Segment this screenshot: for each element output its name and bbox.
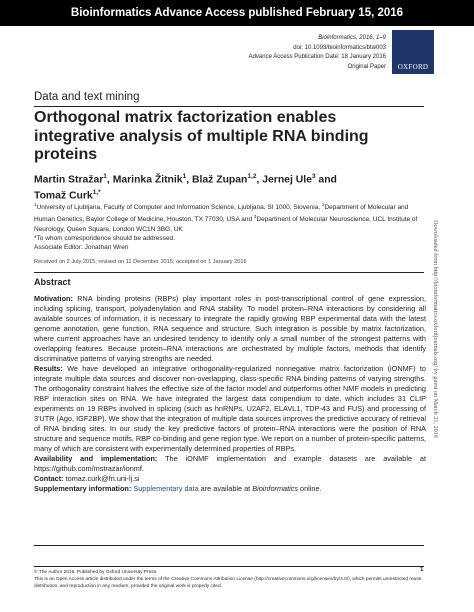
motivation-label: Motivation: [34, 294, 73, 303]
affiliation-mark: 2 [321, 202, 325, 207]
author-name: Martin Stražar [34, 174, 104, 186]
supplementary-end-text: online. [298, 484, 322, 493]
oxford-logo-text: OXFORD [397, 63, 429, 71]
author-list [34, 170, 414, 203]
journal-banner: Bioinformatics Advance Access published February 15, 2016 [0, 0, 474, 26]
correspondence-block [34, 234, 414, 253]
author-name: Tomaž Curk [34, 190, 93, 202]
author-separator: , [186, 174, 192, 186]
affiliation-text: Department of Molecular Neuroscience, UCL Institute of Neurology, Queen Square, London WC1N 3BG, UK [34, 216, 418, 233]
divider [34, 106, 424, 107]
article-title: Orthogonal matrix factorization enables integrative analysis of multiple RNA binding proteins [34, 109, 369, 163]
affiliation-mark: 1 [34, 202, 37, 207]
affiliation-text: University of Ljubljana, Faculty of Computer and Information Science, Ljubljana, SI 1000, Slovenia, [36, 204, 322, 212]
author-affiliation-mark: 1 [182, 173, 187, 180]
license-text: This is an Open Access article distributed under the terms of the Creative Commons Attribution License (http://creativecommons.org/licenses/by/4.0/), which permits unrestricted reuse, distribution, and reproduction in any medium, provided the original work is properly cited. [34, 577, 423, 589]
history-dates: Received on 2 July 2015; revised on 11 December 2015; accepted on 1 January 2016 [34, 259, 247, 265]
divider [34, 545, 424, 546]
author-name: Marinka Žitnik [112, 174, 183, 186]
supplementary-mid-text: are available at [198, 484, 253, 493]
author-affiliation-mark: 1 [103, 173, 107, 180]
affiliation-text: Department of Molecular and Human Genetics, Baylor College of Medicine, Houston, TX 77030, USA and [34, 204, 409, 224]
abstract-contact [34, 474, 426, 484]
author-affiliation-mark: 1,* [92, 189, 101, 197]
associate-editor: Associate Editor: Jonathan Wren [34, 244, 129, 252]
download-watermark: Downloaded from http://bioinformatics.oxfordjournals.org/ by guest on March 21, 2016 [432, 220, 439, 438]
abstract-supplementary [34, 484, 426, 494]
page-footer [34, 569, 424, 590]
supplementary-journal: Bioinformatics [252, 484, 299, 493]
author-affiliation-mark: 3 [311, 173, 316, 180]
author-conjunction: and [315, 174, 337, 186]
publication-date: Advance Access Publication Date: 18 January 2016 [248, 54, 386, 61]
motivation-text: RNA binding proteins (RBPs) play important roles in post-transcriptional control of gene expression, including splicing, transport, polyadenylation and RNA stability. To model protein–RNA interactions by considering all available sources of information, it is necessary to integrate the rapidly growing RBP experimental data with the latest genome annotation, gene function, RNA sequence and structure. Such integration is possible by matrix factorization, where current approaches have an undesired tendency to identify only a small number of the strongest patterns with overlapping features. Because protein–RNA interactions are orchestrated by multiple factors, methods that identify discriminative patterns of varying strengths are needed. [34, 294, 426, 363]
affiliation-mark: 3 [253, 214, 257, 220]
contact-email[interactable]: tomaz.curk@fri.uni-lj.si [63, 474, 140, 483]
abstract-motivation [34, 294, 426, 364]
correspondence-note: *To whom correspondence should be addressed. [34, 235, 175, 242]
supplementary-data-link[interactable]: Supplementary data [133, 484, 199, 493]
abstract-availability [34, 454, 426, 474]
contact-label: Contact: [34, 474, 64, 483]
article-type: Original Paper [347, 63, 386, 70]
results-label: Results: [34, 364, 63, 373]
author-name: Blaž Zupan [191, 174, 248, 186]
author-separator: , [256, 174, 263, 186]
abstract-heading: Abstract [34, 277, 71, 287]
divider [34, 272, 424, 273]
abstract-body [34, 294, 426, 494]
page-number: 1 [420, 567, 424, 573]
author-separator: , [106, 174, 113, 186]
oxford-logo [392, 30, 434, 74]
journal-citation: Bioinformatics, 2016, 1–9 [318, 35, 386, 41]
author-affiliation-mark: 1,2 [247, 173, 257, 180]
copyright-line: © The Author 2016. Published by Oxford University Press. [34, 570, 158, 575]
supplementary-label: Supplementary information: [34, 484, 132, 493]
availability-text: The iONMF implementation and example datasets are available at https://github.com/mstrazar/ionmf. [34, 454, 426, 473]
availability-label: Availability and implementation: [34, 454, 158, 463]
section-label: Data and text mining [34, 91, 140, 103]
article-metadata [146, 34, 386, 72]
abstract-results [34, 364, 426, 454]
doi-line[interactable]: doi: 10.1093/bioinformatics/btw003 [293, 44, 386, 51]
affiliations [34, 200, 426, 234]
author-name: Jernej Ule [262, 174, 312, 186]
divider [34, 566, 424, 567]
results-text: We have developed an integrative orthogonality-regularized nonnegative matrix factorization (iONMF) to integrate multiple data sources and discover non-overlapping, class-specific RNA binding patterns of varying strengths. The orthogonality constraint halves the effective size of the factor model and outperforms other NMF models in predicting RBP interaction sites on RNA. We have integrated the largest data compendium to date, which includes 31 CLIP experiments on 19 RBPs involved in splicing (such as hnRNPs, U2AF2, ELAVL1, TDP-43 and FUS) and processing of 3′UTR (Ago, IGF2BP). We show that the integration of multiple data sources improves the predictive accuracy of retrieval of RNA binding sites. In our study the key predictive factors of protein–RNA interactions were the position of RNA structure and sequence motifs, RBP co-binding and gene region type. We report on a number of protein-specific patterns, many of which are consistent with experimentally determined properties of RBPs. [34, 364, 426, 453]
